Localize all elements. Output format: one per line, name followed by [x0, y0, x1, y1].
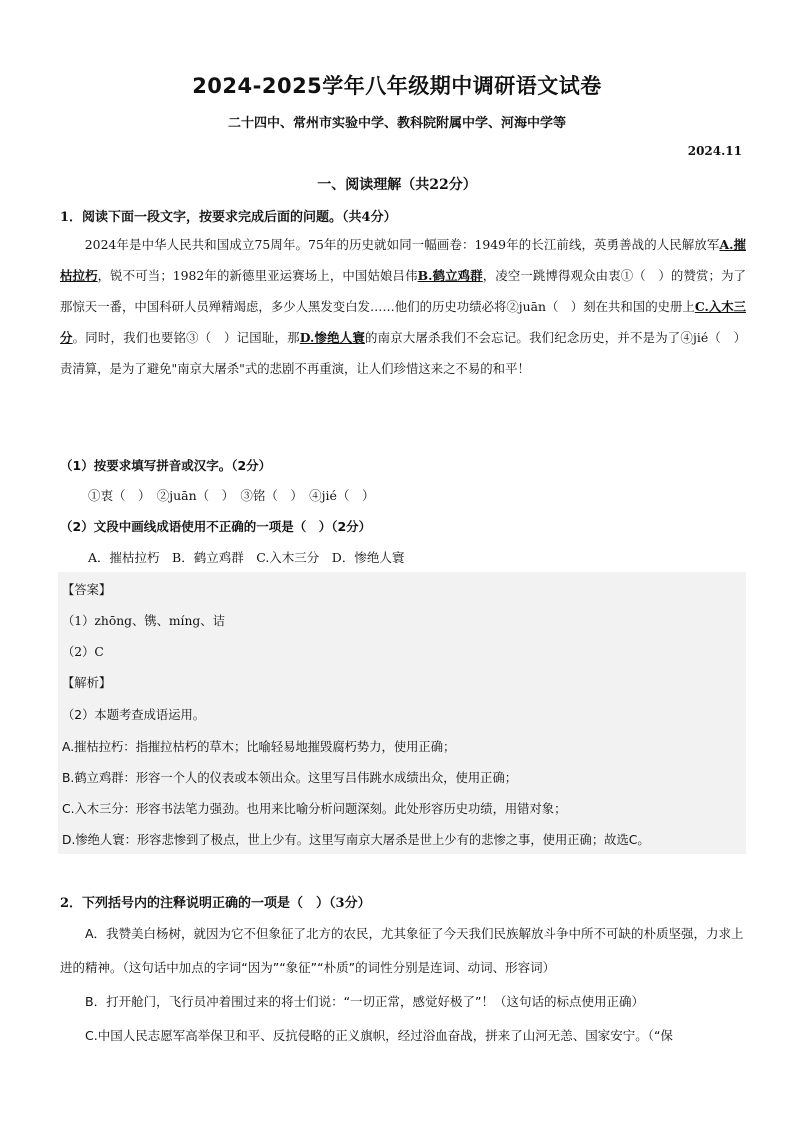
passage-text: ，锐不可当；1982年的新德里亚运赛场上，中国姑娘吕伟	[97, 268, 418, 283]
analysis-intro: （2）本题考查成语运用。	[62, 708, 206, 722]
passage-text: ，凌空一跳博得观众由衷①（ ）的赞赏；为了那惊天一番，中国科研人员殚精竭虑，多少人黑发变白发……他们的历史功绩必将②juān（ ）刻在共和国的史册上	[60, 268, 747, 314]
question-2-option-c: C.中国人民志愿军高举保卫和平、反抗侵略的正义旗帜，经过浴血奋战，拼来了山河无恙、国家安宁。（“保	[85, 1028, 673, 1043]
idiom-a: A.摧枯拉朽	[60, 237, 746, 283]
sub-question-1: （1）按要求填写拼音或汉字。（2分）	[60, 458, 272, 473]
question-2-option-a: A．我赞美白杨树，就因为它不但象征了北方的农民，尤其象征了今天我们民族解放斗争中所不可缺的朴质坚强，力求上进的精神。（这句话中加点的字词“因为”“象征”“朴质”的词性分别是连词、动词、形容词）	[60, 926, 744, 975]
exam-date: 2024.11	[687, 144, 742, 158]
question-2-option-b: B．打开舱门，飞行员冲着围过来的将士们说：“一切正常，感觉好极了”！（这句话的标点使用正确）	[85, 994, 645, 1009]
answer-1: （1）zhōng、镌、míng、诘	[62, 614, 225, 628]
analysis-line: D.惨绝人寰：形容悲惨到了极点，世上少有。这里写南京大屠杀是世上少有的悲惨之事，使用正确；故选C。	[62, 833, 650, 847]
analysis-line: C.入木三分：形容书法笔力强劲。也用来比喻分析问题深刻。此处形容历史功绩，用错对象；	[62, 802, 567, 816]
sub-question-2-options: A．摧枯拉朽 B．鹤立鸡群 C.入木三分 D．惨绝人寰	[88, 550, 405, 565]
question-1-passage	[60, 229, 746, 384]
analysis-line: A.摧枯拉朽：指摧拉枯朽的草木；比喻轻易地摧毁腐朽势力，使用正确；	[62, 740, 456, 754]
section-title: 一、阅读理解（共22分）	[317, 177, 477, 193]
answer-2: （2）C	[62, 645, 104, 659]
question-1-heading: 1．阅读下面一段文字，按要求完成后面的问题。（共4分）	[60, 210, 397, 225]
sub-question-2: （2）文段中画线成语使用不正确的一项是（ ）（2分）	[60, 519, 372, 534]
passage-text: 的南京大屠杀我们不会忘记。我们纪念历史，并不是为了④jié（ ）责清算，是为了避免"南京大屠杀"式的悲剧不再重演，让人们珍惜这来之不易的和平！	[60, 330, 747, 376]
analysis-line: B.鹤立鸡群：形容一个人的仪表或本领出众。这里写吕伟跳水成绩出众，使用正确；	[62, 771, 518, 785]
idiom-c: C.入木三分	[60, 299, 746, 345]
exam-title: 2024-2025学年八年级期中调研语文试卷	[192, 74, 602, 98]
school-list: 二十四中、常州市实验中学、教科院附属中学、河海中学等	[227, 116, 566, 131]
idiom-b: B.鹤立鸡群	[417, 268, 483, 283]
sub-question-1-blanks: ①衷（ ） ②juān（ ） ③铭（ ） ④jié（ ）	[88, 488, 375, 503]
answer-label: 【答案】	[62, 583, 112, 597]
question-2-heading: 2．下列括号内的注释说明正确的一项是（ ）（3分）	[60, 896, 371, 911]
idiom-d: D.惨绝人寰	[299, 330, 366, 345]
passage-text: 。同时，我们也要铭③（ ）记国耻，那	[72, 330, 300, 345]
analysis-label: 【解析】	[62, 676, 112, 690]
passage-text: 2024年是中华人民共和国成立75周年。75年的历史就如同一幅画卷：1949年的长江前线，英勇善战的人民解放军	[84, 237, 720, 252]
